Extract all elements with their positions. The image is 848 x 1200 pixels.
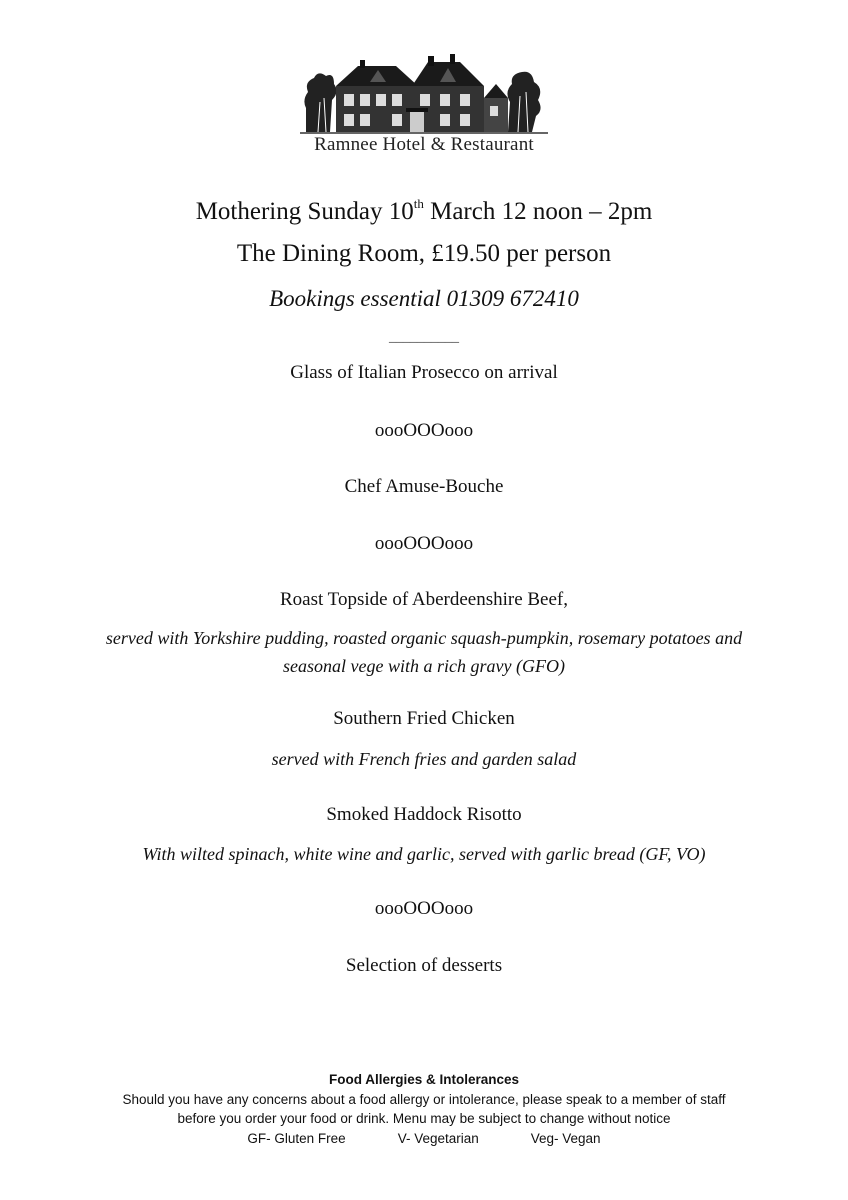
event-title-suffix: March 12 noon – 2pm [423,198,653,225]
legend-v: V- Vegetarian [397,1131,479,1146]
course-separator: oooOOOooo [374,420,474,441]
menu-item-desc: served with French fries and garden salad [271,749,577,769]
menu-item-amuse: Chef Amuse-Bouche [344,476,504,497]
course-separator: oooOOOooo [374,533,474,554]
menu-item-desserts: Selection of desserts [345,955,503,976]
menu-item-name: Southern Fried Chicken [333,708,515,729]
event-title-prefix: Mothering Sunday 10 [195,198,414,225]
menu-item-desc: seasonal vege with a rich gravy (GFO) [283,656,565,676]
menu-item-desc: served with Yorkshire pudding, roasted organic squash-pumpkin, rosemary potatoes and [105,628,743,648]
legend-gf: GF- Gluten Free [247,1131,346,1146]
hotel-name: Ramnee Hotel & Restaurant [314,134,534,155]
legend-veg: Veg- Vegan [530,1131,601,1146]
allergy-title: Food Allergies & Intolerances [328,1072,520,1087]
allergy-text: before you order your food or drink. Menu may be subject to change without notice [177,1111,671,1126]
hotel-illustration [300,52,548,136]
bookings-line: Bookings essential 01309 672410 [269,286,579,311]
event-title [0,196,848,226]
divider: __________ [389,330,459,345]
venue-price: The Dining Room, £19.50 per person [236,240,612,267]
menu-item-name: Roast Topside of Aberdeenshire Beef, [280,589,568,610]
event-title-sup: th [413,196,424,211]
dietary-legend [0,1131,848,1146]
menu-item-desc: With wilted spinach, white wine and garlic, served with garlic bread (GF, VO) [142,844,706,864]
course-separator: oooOOOooo [374,898,474,919]
menu-item-name: Smoked Haddock Risotto [326,804,522,825]
menu-item-arrival: Glass of Italian Prosecco on arrival [290,362,558,383]
allergy-text: Should you have any concerns about a food allergy or intolerance, please speak to a member of staff [122,1092,726,1107]
